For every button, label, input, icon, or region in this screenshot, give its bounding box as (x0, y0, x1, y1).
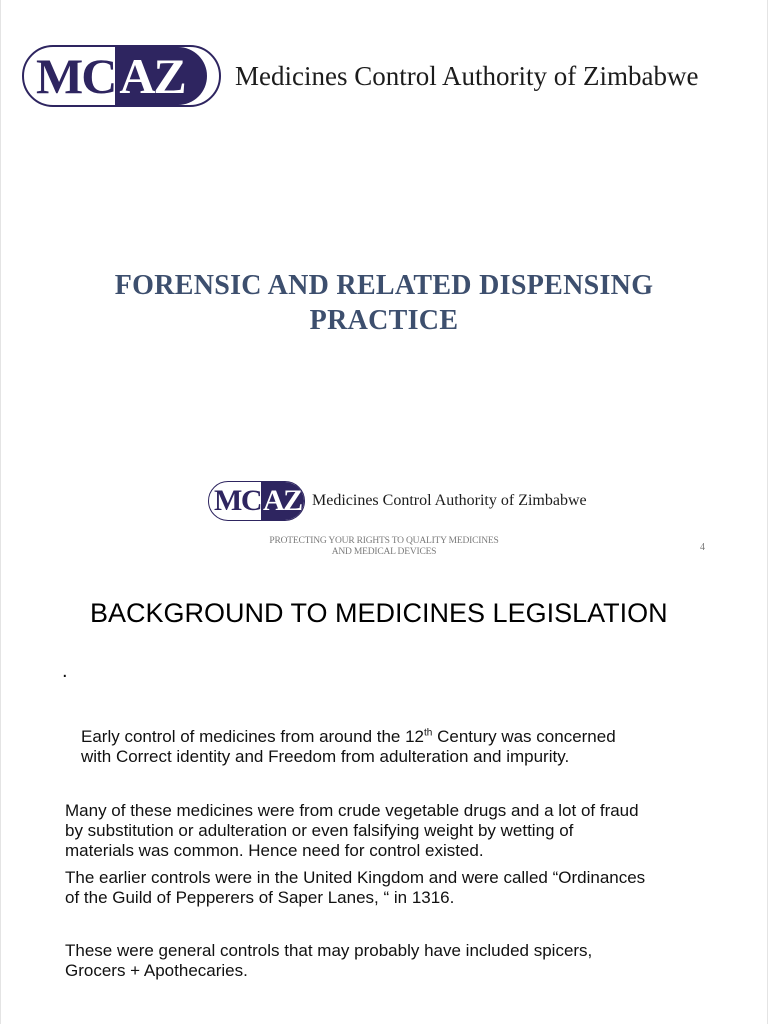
header-logo (22, 45, 698, 107)
bullet-dot: . (62, 660, 68, 682)
tagline-line-1: PROTECTING YOUR RIGHTS TO QUALITY MEDICINES (269, 536, 499, 546)
paragraph-line: by substitution or adulteration or even falsifying weight by wetting of (65, 821, 574, 840)
slide-heading: BACKGROUND TO MEDICINES LEGISLATION (90, 598, 668, 628)
slide-tagline (234, 536, 534, 558)
page-edge-left (0, 0, 1, 1024)
paragraph-line (81, 727, 616, 747)
slide-logo-az-text: AZ (261, 482, 305, 520)
org-name: Medicines Control Authority of Zimbabwe (235, 60, 699, 91)
text-span: Early control of medicines from around the 12 (81, 727, 425, 746)
slide-org-name: Medicines Control Authority of Zimbabwe (312, 492, 587, 509)
paragraph-line: materials was common. Hence need for control existed. (65, 841, 484, 860)
logo-mc-text: MC (36, 48, 116, 104)
paragraph-general-controls (65, 941, 592, 981)
tagline-line-2: AND MEDICAL DEVICES (331, 547, 437, 557)
paragraph-crude-drugs (65, 801, 639, 861)
text-span: Century was concerned (432, 727, 616, 746)
paragraph-line: of the Guild of Pepperers of Saper Lanes, “ in 1316. (65, 888, 455, 907)
logo-az-text: AZ (115, 47, 206, 105)
paragraph-line: with Correct identity and Freedom from adulteration and impurity. (81, 747, 570, 766)
mcaz-logo-badge (22, 45, 221, 107)
paragraph-line: The earlier controls were in the United Kingdom and were called “Ordinances (65, 868, 646, 887)
slide-logo-mc-text: MC (214, 484, 261, 517)
page-number: 4 (700, 542, 705, 553)
title-line-1: FORENSIC AND RELATED DISPENSING (114, 270, 654, 301)
paragraph-line: Many of these medicines were from crude vegetable drugs and a lot of fraud (65, 801, 639, 820)
paragraph-uk-controls (65, 868, 645, 908)
slide-logo (208, 481, 587, 521)
title-line-2: PRACTICE (309, 305, 459, 336)
paragraph-early-control (81, 727, 616, 767)
paragraph-line: Grocers + Apothecaries. (65, 961, 248, 980)
paragraph-line: These were general controls that may probably have included spicers, (65, 941, 593, 960)
ordinal-suffix: th (424, 727, 433, 739)
slide-logo-badge (208, 481, 305, 521)
document-title (0, 268, 768, 338)
